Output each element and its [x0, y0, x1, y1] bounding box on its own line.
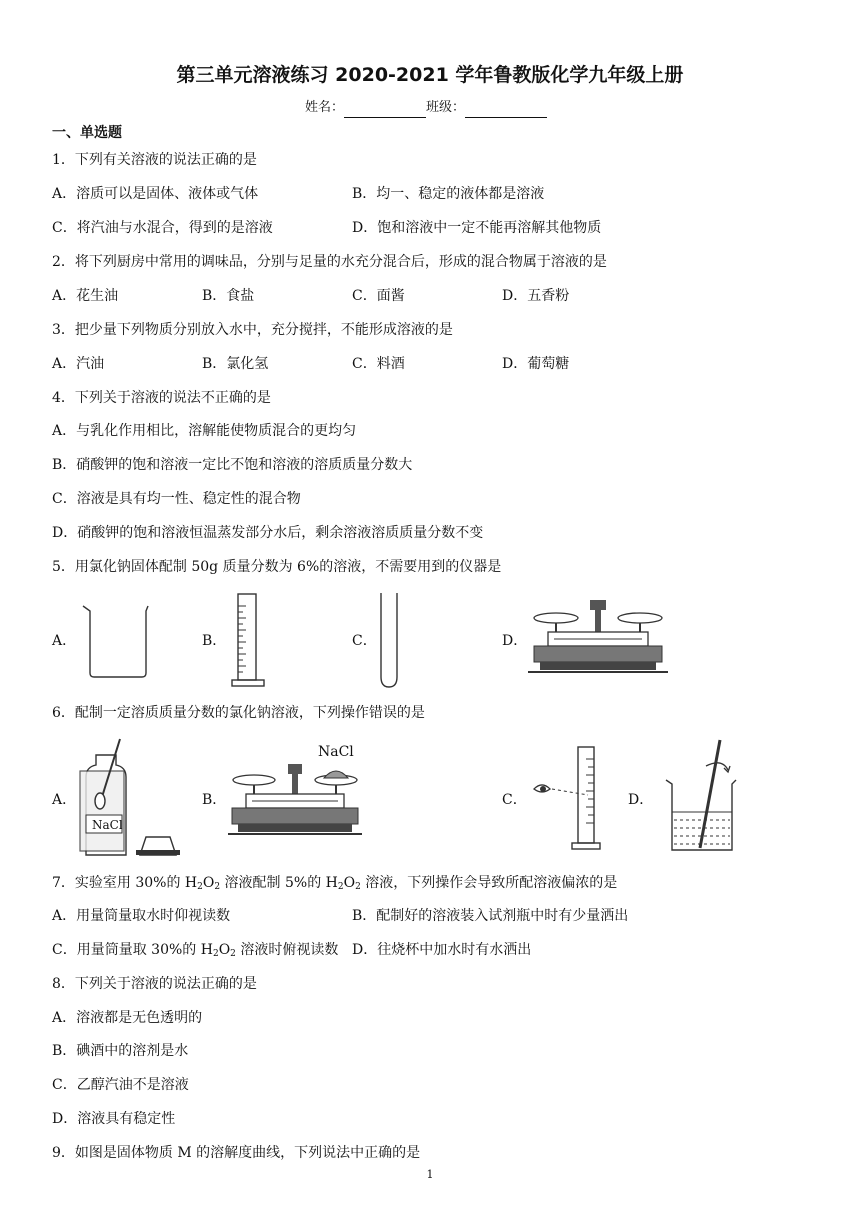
q3-option-d[interactable]: D．葡萄糖 — [502, 356, 570, 372]
page-number: 1 — [426, 1168, 434, 1181]
class-blank[interactable] — [465, 103, 547, 118]
q7-c-part: 溶液时俯视读数 — [235, 942, 339, 958]
name-blank[interactable] — [344, 103, 426, 118]
q7-stem-part: 7．实验室用 30%的 H — [52, 875, 198, 891]
beaker-image — [80, 603, 150, 678]
q6-option-a[interactable]: A． — [52, 792, 77, 808]
q2-option-c[interactable]: C．面酱 — [352, 288, 405, 304]
q2-option-b[interactable]: B．食盐 — [202, 288, 255, 304]
reagent-bottle-image — [72, 737, 182, 855]
balance-with-sample-image — [228, 760, 363, 842]
q8-option-b[interactable]: B．碘酒中的溶剂是水 — [52, 1043, 189, 1059]
q7-stem-part: 溶液配制 5%的 H — [220, 875, 338, 891]
q5-option-a[interactable]: A． — [52, 633, 77, 649]
q3-option-a[interactable]: A．汽油 — [52, 356, 105, 372]
stirring-beaker-image — [662, 738, 742, 856]
q8-option-c[interactable]: C．乙醇汽油不是溶液 — [52, 1077, 189, 1093]
q6-option-d[interactable]: D． — [628, 792, 654, 808]
q2-option-d[interactable]: D．五香粉 — [502, 288, 570, 304]
q4-stem: 4．下列关于溶液的说法不正确的是 — [52, 390, 271, 406]
q1-option-b[interactable]: B．均一、稳定的液体都是溶液 — [352, 186, 545, 202]
q6-stem: 6．配制一定溶质质量分数的氯化钠溶液，下列操作错误的是 — [52, 705, 425, 721]
subscript: 2 — [214, 882, 221, 892]
section-heading: 一、单选题 — [52, 125, 122, 141]
q5-option-b[interactable]: B． — [202, 633, 227, 649]
q2-stem: 2．将下列厨房中常用的调味品，分别与足量的水充分混合后，形成的混合物属于溶液的是 — [52, 254, 607, 270]
cylinder-reading-image — [530, 743, 610, 855]
name-label: 姓名： — [305, 100, 345, 115]
q8-stem: 8．下列关于溶液的说法正确的是 — [52, 976, 257, 992]
q7-stem-part: O — [202, 875, 215, 891]
subscript: 2 — [230, 949, 236, 959]
q7-option-a[interactable]: A．用量筒量取水时仰视读数 — [52, 908, 231, 924]
q7-option-c[interactable] — [52, 940, 338, 964]
subscript: 2 — [355, 882, 361, 892]
q4-option-a[interactable]: A．与乳化作用相比，溶解能使物质混合的更均匀 — [52, 423, 357, 439]
q4-option-c[interactable]: C．溶液是具有均一性、稳定性的混合物 — [52, 491, 301, 507]
q8-option-a[interactable]: A．溶液都是无色透明的 — [52, 1010, 203, 1026]
subscript: 2 — [197, 882, 203, 892]
q9-stem: 9．如图是固体物质 M 的溶解度曲线，下列说法中正确的是 — [52, 1145, 421, 1161]
q2-option-a[interactable]: A．花生油 — [52, 288, 119, 304]
q4-option-b[interactable]: B．硝酸钾的饱和溶液一定比不饱和溶液的溶质质量分数大 — [52, 457, 413, 473]
page-title: 第三单元溶液练习 2020-2021 学年鲁教版化学九年级上册 — [176, 64, 684, 86]
q1-option-c[interactable]: C．将汽油与水混合，得到的是溶液 — [52, 220, 273, 236]
q7-option-d[interactable]: D．往烧杯中加水时有水洒出 — [352, 942, 532, 958]
q7-option-b[interactable]: B．配制好的溶液装入试剂瓶中时有少量洒出 — [352, 908, 629, 924]
pan-label: NaCl — [318, 744, 354, 760]
class-label: 班级： — [426, 100, 466, 115]
subscript: 2 — [337, 882, 344, 892]
q7-stem-part: 溶液，下列操作会导致所配溶液偏浓的是 — [360, 875, 618, 891]
test-tube-image — [375, 591, 405, 691]
q3-option-c[interactable]: C．料酒 — [352, 356, 405, 372]
q5-stem: 5．用氯化钠固体配制 50g 质量分数为 6%的溶液，不需要用到的仪器是 — [52, 559, 502, 575]
q4-option-d[interactable]: D．硝酸钾的饱和溶液恒温蒸发部分水后，剩余溶液溶质质量分数不变 — [52, 525, 484, 541]
q6-option-b[interactable]: B． — [202, 792, 227, 808]
bottle-label: NaCl — [92, 818, 123, 832]
subscript: 2 — [212, 949, 219, 959]
q5-option-c[interactable]: C． — [352, 633, 377, 649]
q7-c-part: O — [218, 942, 231, 958]
measuring-cylinder-image — [230, 592, 270, 690]
q8-option-d[interactable]: D．溶液具有稳定性 — [52, 1111, 176, 1127]
q3-option-b[interactable]: B．氯化氢 — [202, 356, 269, 372]
q6-option-c[interactable]: C． — [502, 792, 527, 808]
student-info-line — [305, 98, 547, 118]
q7-stem — [52, 873, 617, 897]
q1-option-d[interactable]: D．饱和溶液中一定不能再溶解其他物质 — [352, 220, 602, 236]
q5-option-d[interactable]: D． — [502, 633, 528, 649]
q7-c-part: C．用量筒量取 30%的 H — [52, 942, 213, 958]
q7-stem-part: O — [343, 875, 356, 891]
q1-option-a[interactable]: A．溶质可以是固体、液体或气体 — [52, 186, 259, 202]
q3-stem: 3．把少量下列物质分别放入水中，充分搅拌，不能形成溶液的是 — [52, 322, 453, 338]
balance-scale-image — [528, 596, 668, 678]
q1-stem: 1．下列有关溶液的说法正确的是 — [52, 152, 257, 168]
